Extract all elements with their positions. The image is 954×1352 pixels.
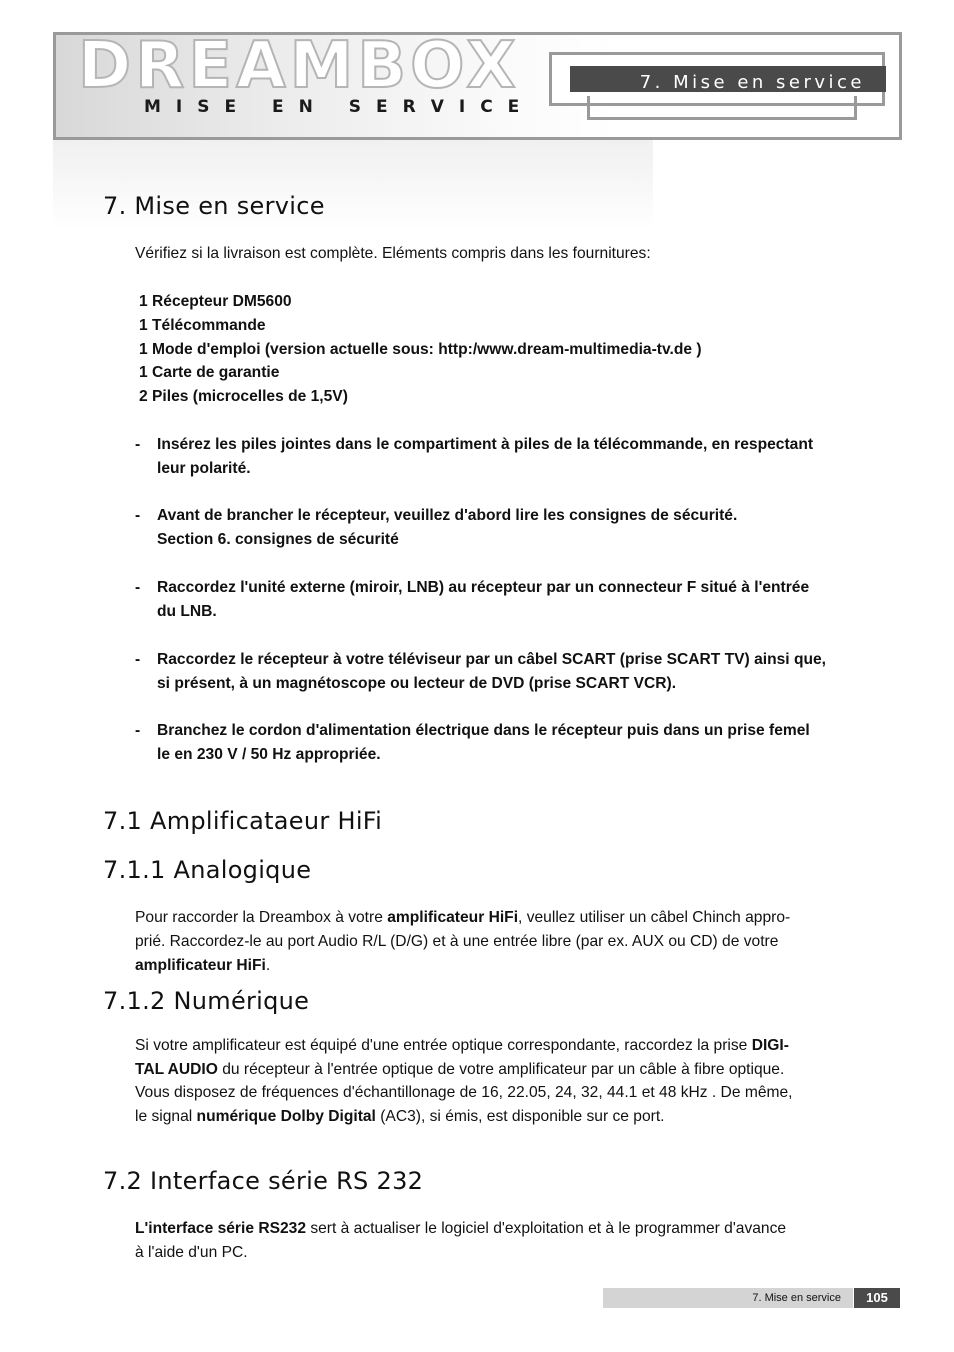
step-dash: - (135, 651, 141, 668)
page-number: 105 (854, 1288, 900, 1308)
text-run-bold: amplificateur HiFi (387, 909, 519, 926)
text-run-bold: L'interface série RS232 (135, 1220, 306, 1237)
text-run-bold: amplificateur HiFi (135, 957, 266, 974)
step-item (135, 648, 845, 696)
section-title-7-2: 7.2 Interface série RS 232 (103, 1167, 424, 1195)
list-item: 1 Télécommande (139, 317, 266, 334)
step-line: Raccordez l'unité externe (miroir, LNB) au récepteur par un connecteur F situé à l'entrée (157, 579, 810, 596)
text-run: (AC3), si émis, est disponible sur ce port. (375, 1108, 665, 1125)
step-dash: - (135, 507, 141, 524)
chapter-tab-label: 7. Mise en service (639, 72, 865, 93)
step-line: du LNB. (157, 602, 217, 620)
intro-text: Vérifiez si la livraison est complète. Eléments compris dans les fournitures: (135, 245, 651, 262)
step-item (135, 576, 845, 624)
section-title-7-1: 7.1 Amplificataeur HiFi (103, 807, 383, 835)
paragraph-line: prié. Raccordez-le au port Audio R/L (D/G) et à une entrée libre (par ex. AUX ou CD) de votre (135, 933, 779, 950)
text-run-bold: numérique Dolby Digital (196, 1108, 376, 1125)
list-item: 1 Carte de garantie (139, 364, 280, 381)
step-line: Section 6. consignes de sécurité (157, 530, 399, 548)
chapter-tab-underline (587, 96, 857, 120)
header-subtitle: MISE EN SERVICE (144, 97, 535, 117)
text-run: du récepteur à l'entrée optique de votre amplificateur par un câble à fibre optique. (217, 1061, 785, 1078)
paragraph-line (135, 954, 270, 978)
paragraph-line (135, 906, 790, 930)
section-title-7-1-1: 7.1.1 Analogique (103, 856, 312, 884)
step-line: si présent, à un magnétoscope ou lecteur de DVD (prise SCART VCR). (157, 674, 677, 692)
step-line: le en 230 V / 50 Hz appropriée. (157, 745, 381, 763)
paragraph-line (135, 1034, 789, 1058)
step-line: Raccordez le récepteur à votre téléviseur par un câbel SCART (prise SCART TV) ainsi que, (157, 651, 827, 668)
text-run-bold: TAL AUDIO (135, 1061, 218, 1078)
section-title-7: 7. Mise en service (103, 192, 325, 220)
step-dash: - (135, 722, 141, 739)
paragraph-line (135, 1105, 664, 1129)
brand-logo: DREAMBOX (78, 32, 520, 103)
step-line: Branchez le cordon d'alimentation électrique dans le récepteur puis dans un prise femel (157, 722, 810, 739)
list-item: 1 Récepteur DM5600 (139, 293, 292, 310)
step-dash: - (135, 579, 141, 596)
step-item (135, 433, 845, 481)
paragraph-line: à l'aide d'un PC. (135, 1244, 248, 1261)
section-title-7-1-2: 7.1.2 Numérique (103, 987, 310, 1015)
step-dash: - (135, 436, 141, 453)
text-run: . (265, 957, 271, 974)
text-run: le signal (135, 1108, 197, 1125)
footer-section-label: 7. Mise en service (752, 1292, 841, 1304)
step-item (135, 504, 845, 552)
step-line: leur polarité. (157, 459, 251, 477)
step-line: Insérez les piles jointes dans le compartiment à piles de la télécommande, en respectant (157, 436, 814, 453)
step-item (135, 719, 845, 767)
paragraph-line (135, 1217, 786, 1241)
text-run-bold: DIGI- (751, 1037, 789, 1054)
step-line: Avant de brancher le récepteur, veuillez d'abord lire les consignes de sécurité. (157, 507, 738, 524)
text-run: Pour raccorder la Dreambox à votre (135, 909, 388, 926)
text-run: , veullez utiliser un câbel Chinch appro- (518, 909, 791, 926)
paragraph-line (135, 1058, 784, 1082)
text-run: sert à actualiser le logiciel d'exploitation et à le programmer d'avance (306, 1220, 787, 1237)
paragraph-line: Vous disposez de fréquences d'échantillonage de 16, 22.05, 24, 32, 44.1 et 48 kHz . De même, (135, 1084, 793, 1101)
list-item: 1 Mode d'emploi (version actuelle sous: http:/www.dream-multimedia-tv.de ) (139, 341, 702, 358)
text-run: Si votre amplificateur est équipé d'une entrée optique correspondante, raccordez la prise (135, 1037, 752, 1054)
list-item: 2 Piles (microcelles de 1,5V) (139, 388, 348, 405)
